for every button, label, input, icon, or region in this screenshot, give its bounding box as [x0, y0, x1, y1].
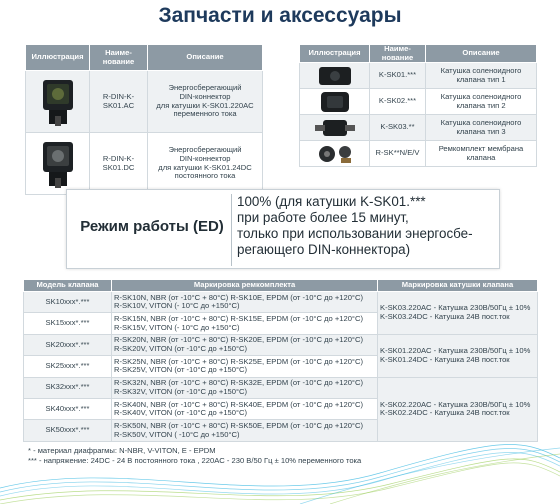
col-header-description: Описание [148, 45, 263, 71]
item-name: K-SK03.** [370, 115, 426, 141]
din-connector-photo [26, 133, 90, 195]
table-row [300, 115, 537, 141]
footnotes [28, 446, 361, 465]
kit-marking: R-SK15N, NBR (от -10°C + 80°C) R-SK15E, EPDM (от -10°C до +120°C) R-SK15V, VITON (- 10°C до +150°C) [112, 313, 378, 334]
solenoid-coil-photo [300, 89, 370, 115]
coil-marking: K-SK02.220AC - Катушка 230В/50Гц ± 10% K-SK02.24DC - Катушка 24В пост.ток [378, 377, 538, 441]
kit-marking: R-SK10N, NBR (от -10°C + 80°C) R-SK10E, EPDM (от -10°C до +120°C) R-SK10V, VITON (- 10°C до +150°C) [112, 292, 378, 313]
divider [231, 194, 232, 266]
valve-model: SK32xxx*.*** [24, 377, 112, 398]
table-row [24, 292, 538, 313]
table-row [300, 141, 537, 167]
table-row [24, 377, 538, 398]
din-connector-photo [26, 71, 90, 133]
col-header-illustration: Иллюстрация [300, 45, 370, 63]
coil-marking: K-SK01.220AC - Катушка 230В/50Гц ± 10% K-SK01.24DC - Катушка 24В пост.ток [378, 334, 538, 377]
solenoid-coil-photo [300, 63, 370, 89]
kit-marking: R-SK40N, NBR (от -10°C + 80°C) R-SK40E, EPDM (от -10°C до +120°C) R-SK40V, VITON (от -10°C до +150°C) [112, 398, 378, 419]
col-header-illustration: Иллюстрация [26, 45, 90, 71]
table-row [26, 71, 263, 133]
footnote: * - материал диафрагмы: N-NBR, V-VITON, E - EPDM [28, 446, 216, 455]
table-row [24, 334, 538, 355]
item-description: Энергосберегающий DIN-коннектор для катушки K-SK01.24DC постоянного тока [148, 133, 263, 195]
item-description: Катушка соленоидного клапана тип 1 [426, 63, 537, 89]
table-row [300, 89, 537, 115]
item-description: Ремкомплект мембрана клапана [426, 141, 537, 167]
col-header-name: Наиме- нование [90, 45, 148, 71]
item-name: R-SK**N/E/V [370, 141, 426, 167]
valve-model: SK25xxx*.*** [24, 356, 112, 377]
table-row [26, 133, 263, 195]
footnote: *** - напряжение: 24DC - 24 В постоянного тока , 220AC - 230 В/50 Гц ± 10% переменного тока [28, 455, 362, 465]
kit-marking: R-SK32N, NBR (от -10°C + 80°C) R-SK32E, EPDM (от -10°C до +120°C) R-SK32V, VITON (от -10°C до +150°C) [112, 377, 378, 398]
item-description: Катушка соленоидного клапана тип 2 [426, 89, 537, 115]
item-description: Катушка соленоидного клапана тип 3 [426, 115, 537, 141]
col-header-kit-marking: Маркировка ремкомплекта [112, 280, 378, 292]
operating-mode-box [66, 189, 500, 269]
table-row [300, 63, 537, 89]
item-description: Энергосберегающий DIN-коннектор для катушки K-SK01.220AC переменного тока [148, 71, 263, 133]
coil-marking: K-SK03.220AC - Катушка 230В/50Гц ± 10% K-SK03.24DC - Катушка 24В пост.ток [378, 292, 538, 335]
membrane-kit-photo [300, 141, 370, 167]
kit-marking: R-SK50N, NBR (от -10°C + 80°C) R-SK50E, EPDM (от -10°C до +120°C) R-SK50V, VITON ( -10°C до +150°C) [112, 420, 378, 441]
valve-model: SK40xxx*.*** [24, 398, 112, 419]
item-name: K-SK01.*** [370, 63, 426, 89]
coils-table [299, 44, 537, 167]
col-header-valve-model: Модель клапана [24, 280, 112, 292]
valve-model: SK20xxx*.*** [24, 334, 112, 355]
solenoid-coil-photo [300, 115, 370, 141]
col-header-name: Наиме- нование [370, 45, 426, 63]
item-name: K-SK02.*** [370, 89, 426, 115]
col-header-coil-marking: Маркировка катушки клапана [378, 280, 538, 292]
kit-marking: R-SK20N, NBR (от -10°C + 80°C) R-SK20E, EPDM (от -10°C до +120°C) R-SK20V, VITON (от -10°C до +150°C) [112, 334, 378, 355]
kit-marking: R-SK25N, NBR (от -10°C + 80°C) R-SK25E, EPDM (от -10°C до +120°C) R-SK25V, VITON (от -10°C до +150°C) [112, 356, 378, 377]
item-name: R-DIN-K- SK01.AC [90, 71, 148, 133]
operating-mode-text: 100% (для катушки K-SK01.*** при работе более 15 минут, только при использовании энергосбе- регающего DIN-коннектора) [237, 194, 473, 257]
repair-kit-table [23, 279, 538, 442]
operating-mode-label: Режим работы (ED) [80, 218, 224, 235]
valve-model: SK50xxx*.*** [24, 420, 112, 441]
accessories-table [25, 44, 263, 195]
valve-model: SK15xxx*.*** [24, 313, 112, 334]
col-header-description: Описание [426, 45, 537, 63]
valve-model: SK10xxx*.*** [24, 292, 112, 313]
page-title: Запчасти и аксессуары [158, 4, 402, 27]
item-name: R-DIN-K- SK01.DC [90, 133, 148, 195]
